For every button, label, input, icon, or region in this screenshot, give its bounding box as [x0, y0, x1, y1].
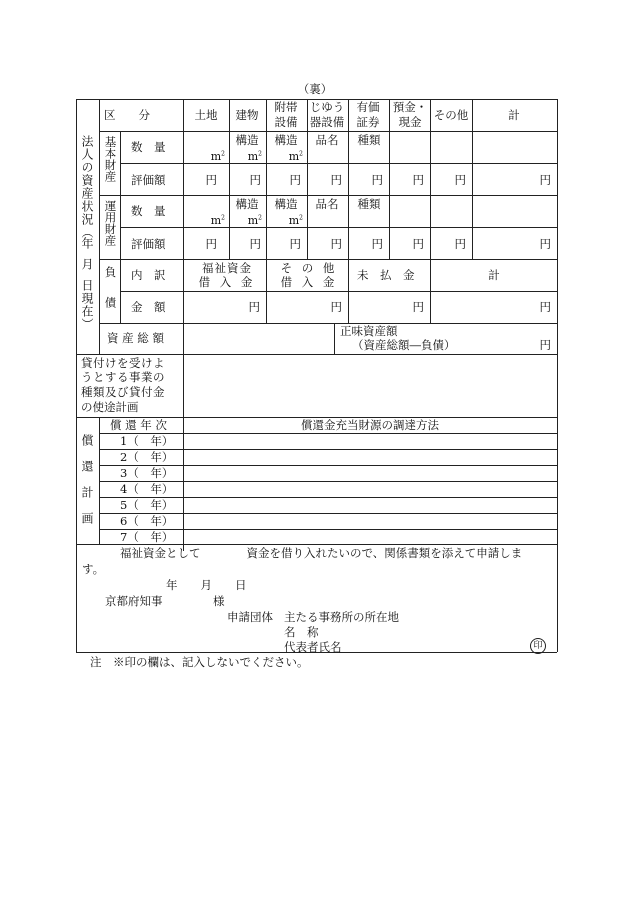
- col-securities-1: 有価: [356, 100, 380, 114]
- kind-label: 種類: [357, 197, 381, 211]
- welfare-loan-1: 福祉資金: [202, 261, 252, 275]
- col-other: その他: [433, 108, 469, 122]
- repayment-year: 7（ 年）: [120, 530, 174, 544]
- side-label: （裏）: [297, 82, 333, 96]
- repayment-year-header: 償 還 年 次: [110, 418, 167, 432]
- welfare-loan-2: 借 入 金: [198, 275, 256, 289]
- application-text-line2: す。: [82, 562, 105, 576]
- applicant-label: 申請団体: [227, 610, 273, 624]
- col-land: 土地: [194, 108, 218, 122]
- other-loan-1: そ の 他: [280, 261, 338, 275]
- item-name-label: 品名: [315, 197, 339, 211]
- col-deposits-1: 預金・: [392, 100, 428, 114]
- structure-label: 構造: [274, 197, 298, 211]
- other-loan-2: 借 入 金: [280, 275, 338, 289]
- net-assets-formula: （資産総額―負債）: [352, 338, 456, 352]
- col-total: 計: [508, 108, 520, 122]
- valuation-label: 評価額: [131, 237, 166, 251]
- office-address-label: 主たる事務所の所在地: [284, 610, 399, 624]
- kind-label: 種類: [357, 133, 381, 147]
- representative-label: 代表者氏名: [284, 640, 342, 654]
- quantity-label: 数 量: [131, 204, 166, 218]
- application-date: 年 月 日: [166, 578, 247, 592]
- org-name-label: 名 称: [284, 625, 319, 639]
- application-text-line1: 福祉資金として 資金を借り入れたいので、関係書類を添えて申請しま: [120, 546, 523, 560]
- liabilities-total-label: 計: [488, 268, 500, 282]
- col-securities-2: 証券: [356, 115, 380, 129]
- addressee-suffix: 様: [213, 594, 225, 608]
- item-name-label: 品名: [315, 133, 339, 147]
- seal-icon: 印: [530, 638, 546, 654]
- repayment-year: 4（ 年）: [120, 482, 174, 496]
- unpaid-label: 未 払 金: [357, 268, 415, 282]
- breakdown-label: 内 訳: [131, 268, 166, 282]
- col-attached-1: 附帯: [274, 100, 298, 114]
- repayment-year: 5（ 年）: [120, 498, 174, 512]
- repayment-year: 2（ 年）: [120, 450, 174, 464]
- footnote: 注 ※印の欄は、記入しないでください。: [90, 655, 309, 669]
- funding-method-header: 償還金充当財源の調達方法: [301, 418, 439, 432]
- repayment-year: 3（ 年）: [120, 466, 174, 480]
- valuation-label: 評価額: [131, 173, 166, 187]
- repayment-label: 償還計画: [80, 434, 94, 538]
- repayment-year: 1（ 年）: [120, 434, 174, 448]
- liabilities-label: 負債: [103, 266, 118, 327]
- col-building: 建物: [235, 108, 259, 122]
- addressee-name: 京都府知事: [105, 594, 163, 608]
- total-assets-label: 資 産 総 額: [107, 331, 164, 345]
- quantity-label: 数 量: [131, 140, 166, 154]
- repayment-year: 6（ 年）: [120, 514, 174, 528]
- structure-label: 構造: [274, 133, 298, 147]
- col-fixtures-1: じゆう: [309, 100, 345, 114]
- col-deposits-2: 現金: [398, 115, 422, 129]
- loan-purpose-field[interactable]: [184, 355, 556, 416]
- kubun-header: 区 分: [104, 108, 150, 122]
- basic-property-label: 基本財産: [103, 136, 118, 182]
- structure-label: 構造: [235, 197, 259, 211]
- structure-label: 構造: [235, 133, 259, 147]
- col-fixtures-2: 器設備: [309, 115, 345, 129]
- amount-label: 金 額: [131, 300, 166, 314]
- net-assets-label: 正味資産額: [340, 324, 398, 338]
- operating-property-label: 運用財産: [103, 200, 118, 246]
- col-attached-2: 設備: [274, 115, 298, 129]
